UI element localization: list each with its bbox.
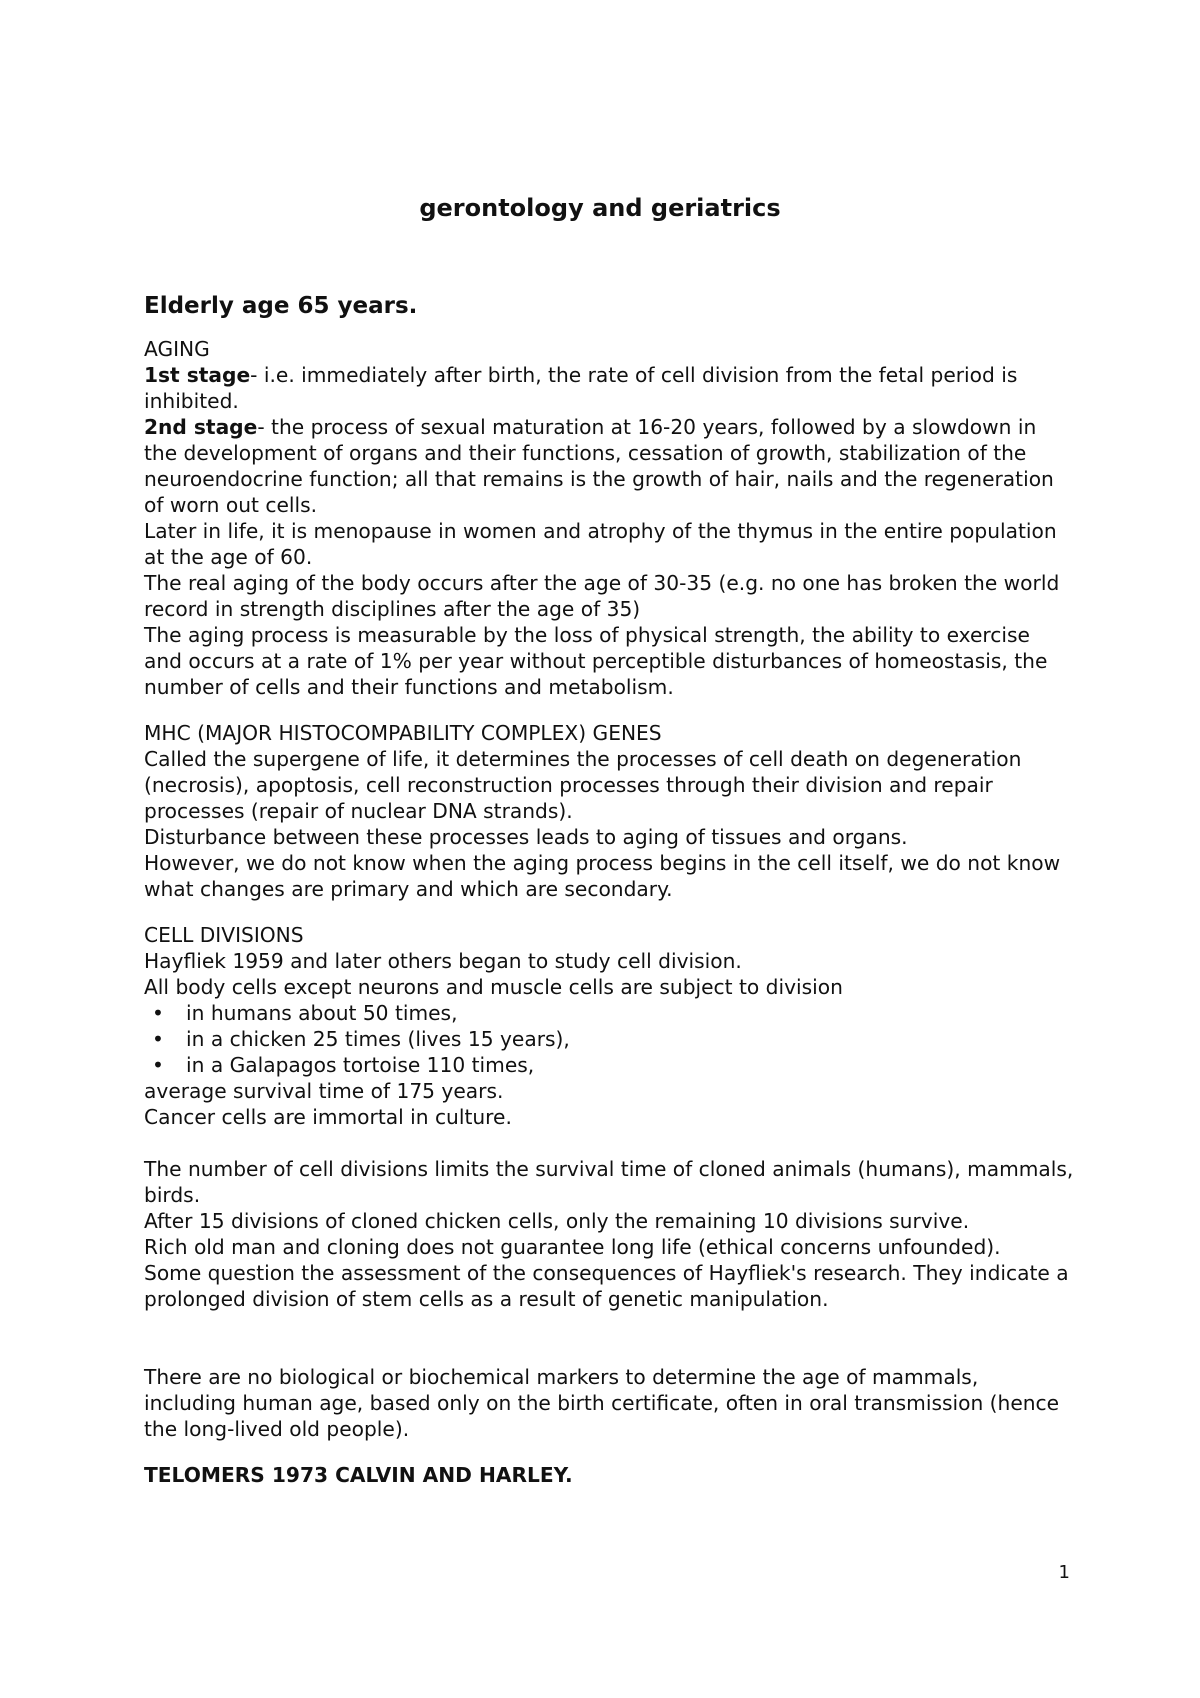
cell-paragraph-5: The number of cell divisions limits the survival time of cloned animals (humans), mammals, birds. <box>144 1157 1074 1207</box>
stage1-label: 1st stage <box>144 363 251 387</box>
stage2-label: 2nd stage <box>144 415 258 439</box>
main-heading: Elderly age 65 years. <box>144 293 418 319</box>
cell-paragraph-1: Hayfliek 1959 and later others began to study cell division. <box>144 949 742 973</box>
list-item <box>144 1052 1074 1078</box>
section-heading-telomers: TELOMERS 1973 CALVIN AND HARLEY. <box>144 1463 573 1487</box>
stage2-text: - the process of sexual maturation at 16-20 years, followed by a slowdown in the development of organs and their functions, cessation of growth, stabilization of the neuroendocrine function; all that remains is the growth of hair, nails and the regeneration of worn out cells. <box>144 415 1054 517</box>
section-heading-mhc: MHC (MAJOR HISTOCOMPABILITY COMPLEX) GENES <box>144 721 662 745</box>
list-item-text: in a chicken 25 times (lives 15 years), <box>186 1027 570 1051</box>
cell-paragraph-2: All body cells except neurons and muscle cells are subject to division <box>144 975 843 999</box>
cell-paragraph-4: Cancer cells are immortal in culture. <box>144 1105 512 1129</box>
stage2-paragraph <box>144 414 1074 518</box>
cell-paragraph-6: After 15 divisions of cloned chicken cells, only the remaining 10 divisions survive. <box>144 1209 970 1233</box>
mhc-paragraph-3: However, we do not know when the aging process begins in the cell itself, we do not know what changes are primary and which are secondary. <box>144 851 1061 901</box>
cell-paragraph-8: Some question the assessment of the consequences of Hayfliek's research. They indicate a prolonged division of stem cells as a result of genetic manipulation. <box>144 1261 1069 1311</box>
stage1-text: - i.e. immediately after birth, the rate of cell division from the fetal period is inhibited. <box>144 363 1018 413</box>
aging-paragraph-2: The real aging of the body occurs after the age of 30-35 (e.g. no one has broken the world record in strength disciplines after the age of 35) <box>144 571 1060 621</box>
list-item <box>144 1000 1074 1026</box>
document-body <box>144 290 1074 1488</box>
list-item <box>144 1026 1074 1052</box>
section-heading-cell-divisions: CELL DIVISIONS <box>144 923 304 947</box>
stage1-paragraph <box>144 362 1074 414</box>
aging-paragraph-3: The aging process is measurable by the loss of physical strength, the ability to exercise and occurs at a rate of 1% per year without perceptible disturbances of homeostasis, the number of cells and their functions and metabolism. <box>144 623 1048 699</box>
bullet-list <box>144 1000 1074 1078</box>
list-item-text: in humans about 50 times, <box>186 1001 458 1025</box>
document-title: gerontology and geriatrics <box>419 194 781 222</box>
list-item-text: in a Galapagos tortoise 110 times, <box>186 1053 535 1077</box>
cell-paragraph-9: There are no biological or biochemical markers to determine the age of mammals, including human age, based only on the birth certificate, often in oral transmission (hence the long-lived old people). <box>144 1365 1060 1441</box>
aging-paragraph-1: Later in life, it is menopause in women and atrophy of the thymus in the entire population at the age of 60. <box>144 519 1057 569</box>
page-number: 1 <box>1058 1562 1070 1583</box>
bullet-icon: • <box>152 1053 164 1077</box>
cell-paragraph-3: average survival time of 175 years. <box>144 1079 504 1103</box>
bullet-icon: • <box>152 1027 164 1051</box>
section-heading-aging: AGING <box>144 337 210 361</box>
mhc-paragraph-1: Called the supergene of life, it determines the processes of cell death on degeneration (necrosis), apoptosis, cell reconstruction processes through their division and repair processes (repair of nuclear DNA strands). <box>144 747 1022 823</box>
bullet-icon: • <box>152 1001 164 1025</box>
mhc-paragraph-2: Disturbance between these processes leads to aging of tissues and organs. <box>144 825 908 849</box>
cell-paragraph-7: Rich old man and cloning does not guarantee long life (ethical concerns unfounded). <box>144 1235 1001 1259</box>
